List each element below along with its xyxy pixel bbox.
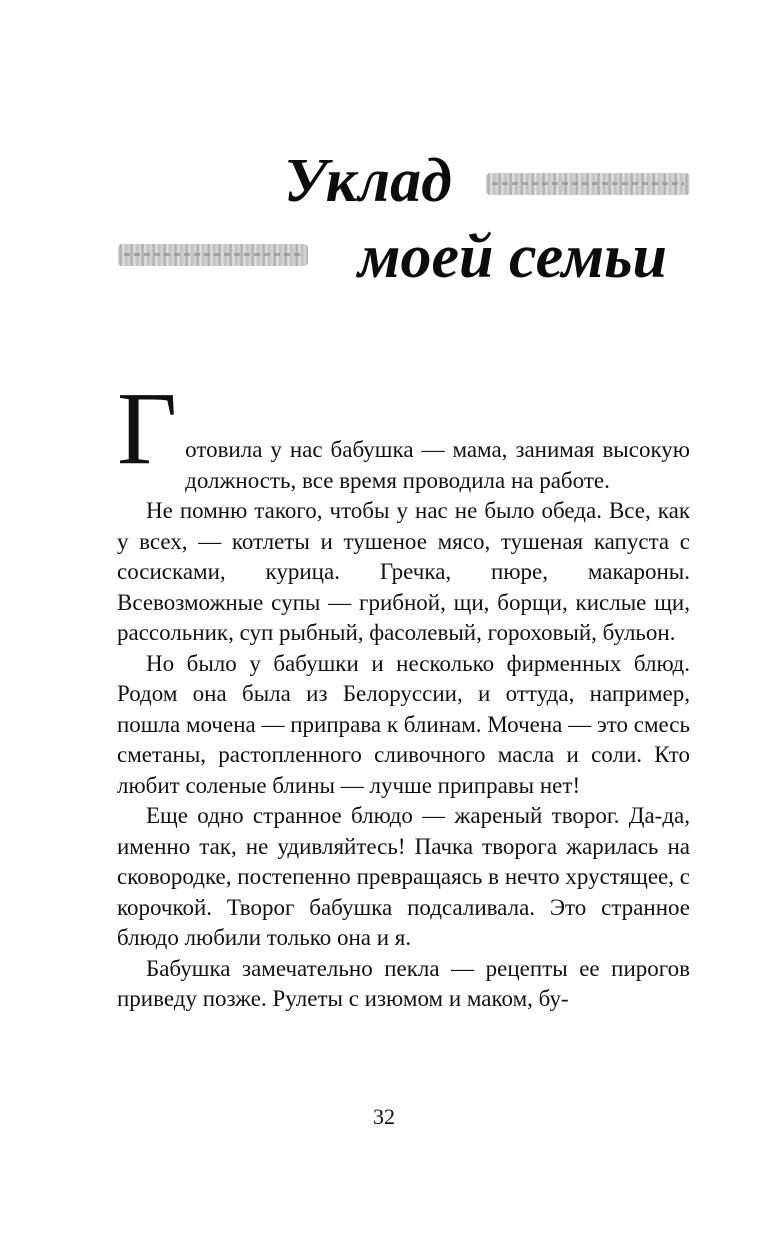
paragraph: Не помню такого, чтобы у нас не было обеда. Все, как у всех, — котлеты и тушеное мясо, тушеная капуста с сосисками, курица. Гречка, пюре, макароны. Всевозможные супы — грибной, щи, борщи, кислые щи, рассольник, суп рыбный, фасолевый, гороховый, бульон. <box>117 498 690 645</box>
paragraph <box>117 371 690 496</box>
decorative-ornament-icon <box>486 173 690 195</box>
body-text <box>117 371 690 1015</box>
chapter-title-line-2: моей семьи <box>358 223 667 291</box>
paragraph: Но было у бабушки и несколько фирменных блюд. Родом она была из Белоруссии, и оттуда, например, пошла мочена — приправа к блинам. Мочена — это смесь сметаны, растопленного сливочного масла и соли. Кто любит соленые блины — лучше приправы нет! <box>117 650 690 798</box>
page-number: 32 <box>373 1104 395 1129</box>
paragraph: Еще одно странное блюдо — жареный творог. Да-да, именно так, не удивляйтесь! Пачка творога жарилась на сковородке, постепенно превращаясь в нечто хрустящее, с корочкой. Творог бабушка подсаливала. Это странное блюдо любили только она и я. <box>117 803 690 950</box>
drop-cap: Г <box>117 371 178 486</box>
chapter-title-line-1: Уклад <box>284 147 452 215</box>
decorative-ornament-icon <box>118 244 308 266</box>
paragraph: Бабушка замечательно пекла — рецепты ее пирогов приведу позже. Рулеты с изюмом и маком, бу- <box>117 955 690 1011</box>
paragraph-text: отовила у нас бабушка — мама, занимая высокую должность, все время проводила на работе. <box>185 437 690 493</box>
